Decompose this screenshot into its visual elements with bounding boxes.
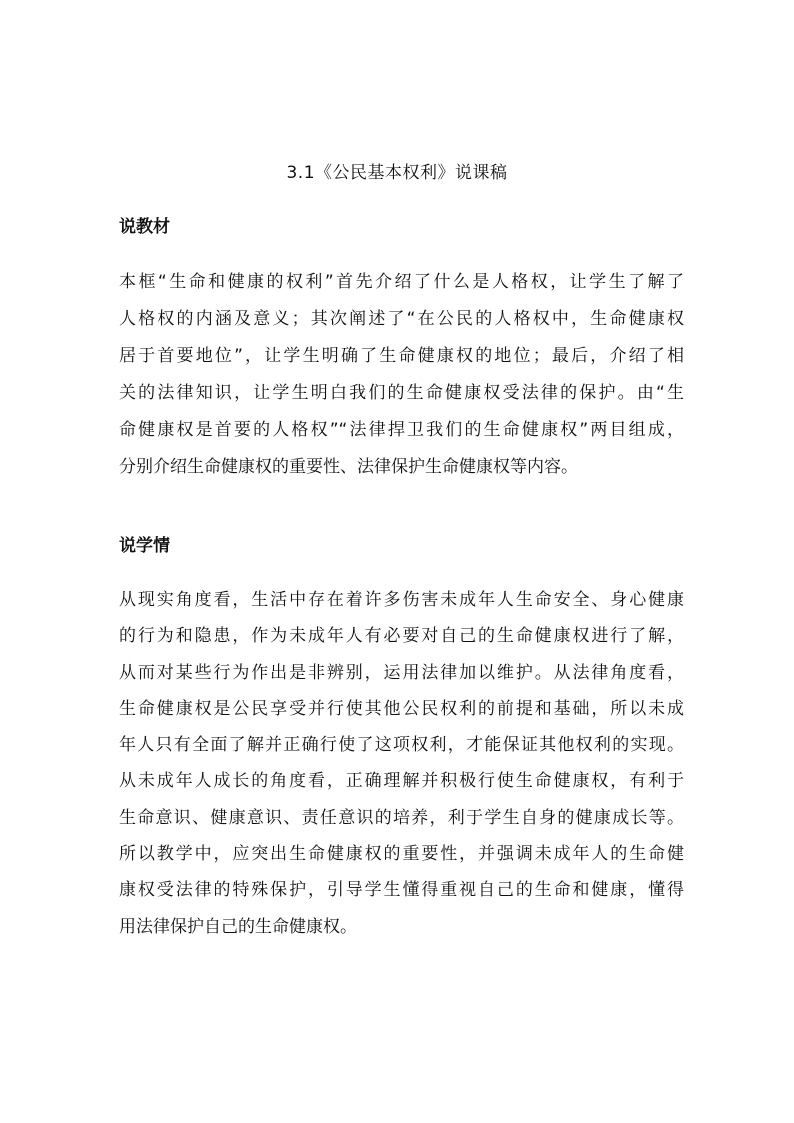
paragraph-line: 年人只有全面了解并正确行使了这项权利，才能保证其他权利的实现。 bbox=[119, 735, 684, 756]
section-heading-students: 说学情 bbox=[119, 536, 170, 556]
paragraph-line: 的行为和隐患，作为未成年人有必要对自己的生命健康权进行了解， bbox=[119, 626, 684, 647]
paragraph-line: 生命意识、健康意识、责任意识的培养，利于学生自身的健康成长等。 bbox=[119, 807, 684, 828]
paragraph-line: 人格权的内涵及意义；其次阐述了“在公民的人格权中，生命健康权 bbox=[119, 309, 684, 329]
paragraph-line: 分别介绍生命健康权的重要性、法律保护生命健康权等内容。 bbox=[119, 457, 578, 477]
paragraph-line: 居于首要地位”，让学生明确了生命健康权的地位；最后，介绍了相 bbox=[119, 346, 684, 366]
paragraph-line: 命健康权是首要的人格权”“法律捍卫我们的生命健康权”两目组成， bbox=[119, 420, 684, 440]
section-heading-textbook: 说教材 bbox=[119, 217, 170, 237]
paragraph-line: 从现实角度看，生活中存在着许多伤害未成年人生命安全、身心健康 bbox=[119, 590, 684, 610]
paragraph-line: 从而对某些行为作出是非辨别，运用法律加以维护。从法律角度看， bbox=[119, 662, 684, 683]
paragraph-line: 生命健康权是公民享受并行使其他公民权利的前提和基础，所以未成 bbox=[119, 698, 684, 719]
section-paragraph-students bbox=[119, 582, 684, 945]
paragraph-line: 所以教学中，应突出生命健康权的重要性，并强调未成年人的生命健 bbox=[119, 844, 684, 865]
paragraph-line: 康权受法律的特殊保护，引导学生懂得重视自己的生命和健康，懂得 bbox=[119, 880, 684, 901]
section-paragraph-textbook bbox=[119, 264, 684, 486]
document-title: 3.1《公民基本权利》说课稿 bbox=[286, 163, 508, 183]
paragraph-line: 从未成年人成长的角度看，正确理解并积极行使生命健康权，有利于 bbox=[119, 771, 684, 792]
paragraph-line: 关的法律知识，让学生明白我们的生命健康权受法律的保护。由“生 bbox=[119, 383, 684, 403]
paragraph-line: 本框“生命和健康的权利”首先介绍了什么是人格权，让学生了解了 bbox=[119, 272, 684, 292]
paragraph-line: 用法律保护自己的生命健康权。 bbox=[119, 916, 357, 937]
